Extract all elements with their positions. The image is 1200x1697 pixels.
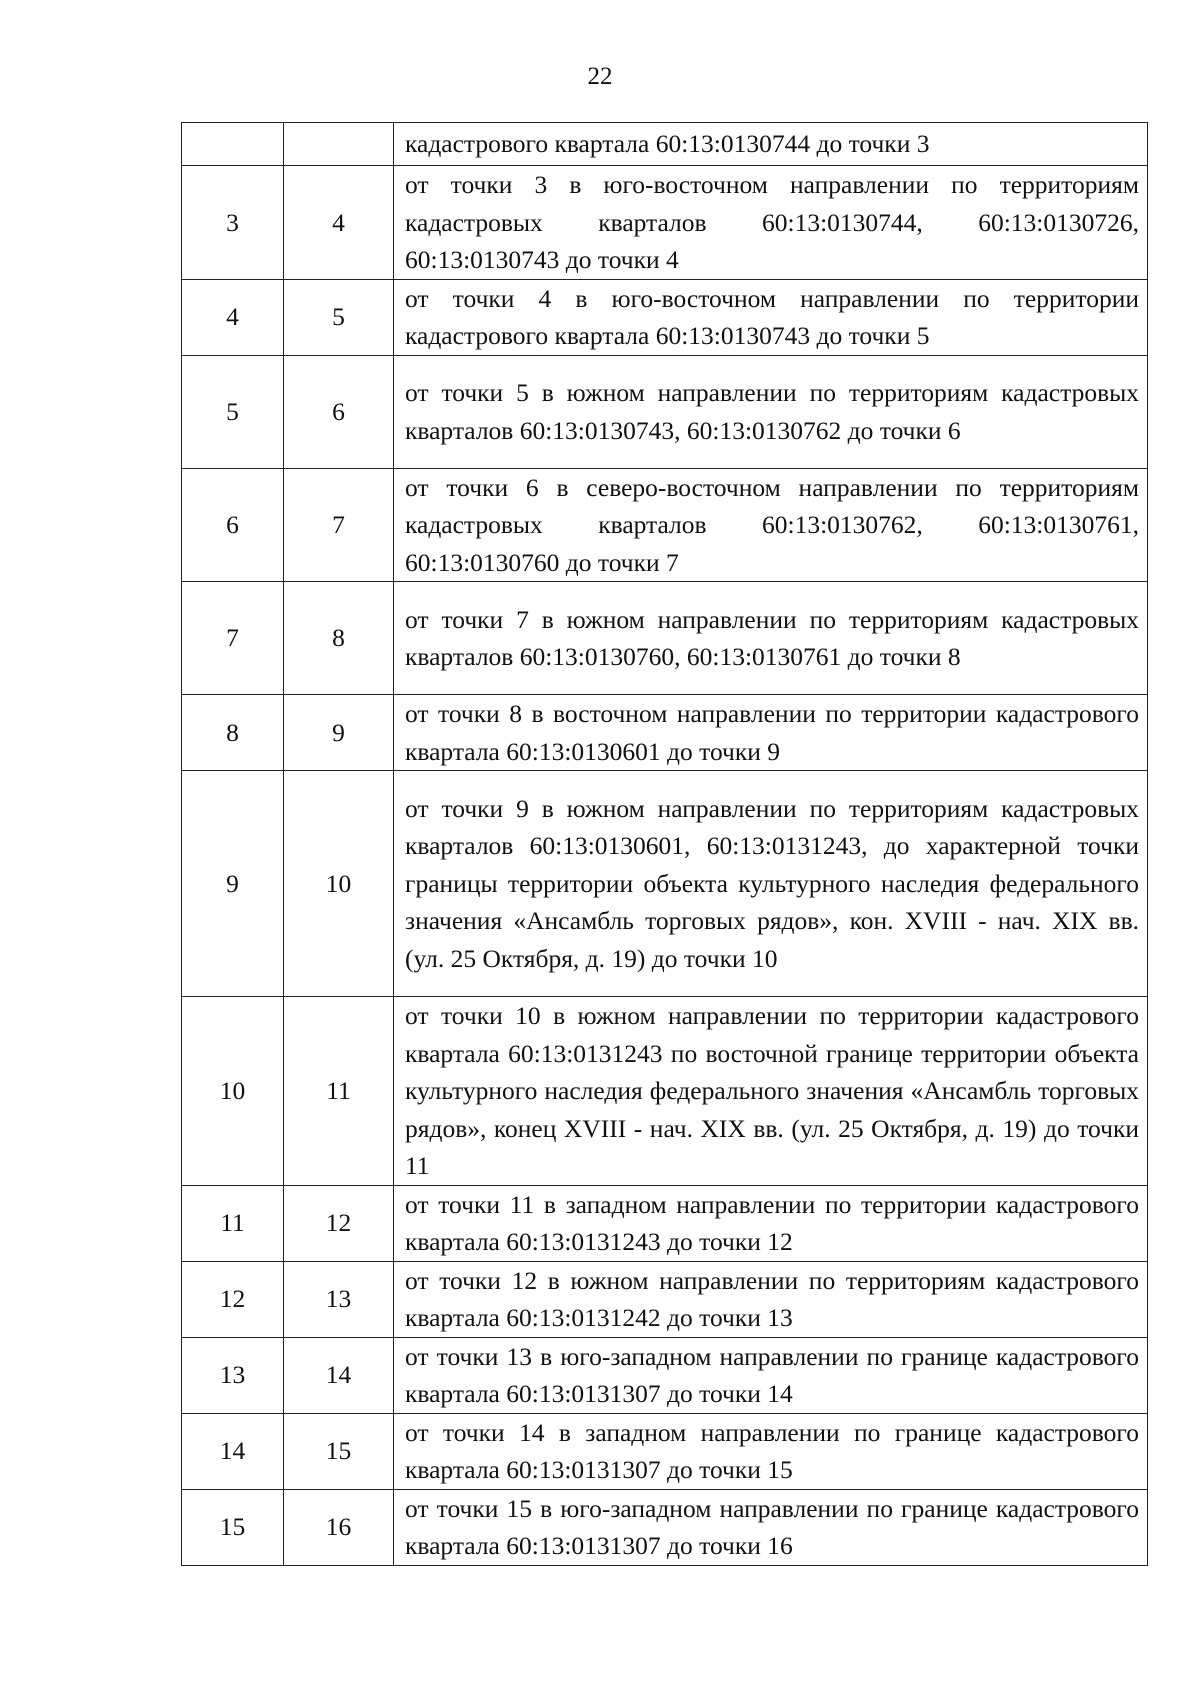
table-row bbox=[182, 582, 1148, 695]
to-point-cell bbox=[284, 123, 394, 166]
description-cell: от точки 13 в юго-западном направлении по границе кадастрового квартала 60:13:0131307 до точки 14 bbox=[394, 1337, 1148, 1413]
to-point-cell: 9 bbox=[284, 695, 394, 771]
boundary-description-table bbox=[181, 122, 1148, 1566]
description-cell: от точки 5 в южном направлении по территориям кадастровых кварталов 60:13:0130743, 60:13:0130762 до точки 6 bbox=[394, 355, 1148, 468]
from-point-cell bbox=[182, 123, 284, 166]
from-point-cell: 7 bbox=[182, 582, 284, 695]
description-cell: от точки 6 в северо-восточном направлении по территориям кадастровых кварталов 60:13:0130762, 60:13:0130761, 60:13:0130760 до точки 7 bbox=[394, 468, 1148, 582]
description-cell: от точки 9 в южном направлении по территориям кадастровых кварталов 60:13:0130601, 60:13:0131243, до характерной точки границы территории объекта культурного наследия федерального значения «Ансамбль торговых рядов», кон. XVIII - нач. XIX вв. (ул. 25 Октября, д. 19) до точки 10 bbox=[394, 771, 1148, 997]
to-point-cell: 11 bbox=[284, 997, 394, 1186]
from-point-cell: 4 bbox=[182, 279, 284, 355]
table-row bbox=[182, 1261, 1148, 1337]
table-row bbox=[182, 1337, 1148, 1413]
from-point-cell: 9 bbox=[182, 771, 284, 997]
from-point-cell: 12 bbox=[182, 1261, 284, 1337]
to-point-cell: 6 bbox=[284, 355, 394, 468]
from-point-cell: 14 bbox=[182, 1413, 284, 1489]
description-cell: от точки 3 в юго-восточном направлении по территориям кадастровых кварталов 60:13:0130744, 60:13:0130726, 60:13:0130743 до точки 4 bbox=[394, 166, 1148, 280]
table-row bbox=[182, 355, 1148, 468]
to-point-cell: 13 bbox=[284, 1261, 394, 1337]
from-point-cell: 11 bbox=[182, 1185, 284, 1261]
description-cell: от точки 14 в западном направлении по границе кадастрового квартала 60:13:0131307 до точки 15 bbox=[394, 1413, 1148, 1489]
table-row bbox=[182, 279, 1148, 355]
description-cell: кадастрового квартала 60:13:0130744 до точки 3 bbox=[394, 123, 1148, 166]
to-point-cell: 5 bbox=[284, 279, 394, 355]
description-cell: от точки 10 в южном направлении по территории кадастрового квартала 60:13:0131243 по восточной границе территории объекта культурного наследия федерального значения «Ансамбль торговых рядов», конец XVIII - нач. XIX вв. (ул. 25 Октября, д. 19) до точки 11 bbox=[394, 997, 1148, 1186]
from-point-cell: 8 bbox=[182, 695, 284, 771]
description-cell: от точки 4 в юго-восточном направлении по территории кадастрового квартала 60:13:0130743 до точки 5 bbox=[394, 279, 1148, 355]
to-point-cell: 16 bbox=[284, 1489, 394, 1565]
from-point-cell: 15 bbox=[182, 1489, 284, 1565]
to-point-cell: 7 bbox=[284, 468, 394, 582]
to-point-cell: 12 bbox=[284, 1185, 394, 1261]
from-point-cell: 6 bbox=[182, 468, 284, 582]
to-point-cell: 8 bbox=[284, 582, 394, 695]
from-point-cell: 3 bbox=[182, 166, 284, 280]
table-row bbox=[182, 468, 1148, 582]
description-cell: от точки 12 в южном направлении по территориям кадастрового квартала 60:13:0131242 до точки 13 bbox=[394, 1261, 1148, 1337]
table-row bbox=[182, 1185, 1148, 1261]
description-cell: от точки 7 в южном направлении по территориям кадастровых кварталов 60:13:0130760, 60:13:0130761 до точки 8 bbox=[394, 582, 1148, 695]
description-cell: от точки 8 в восточном направлении по территории кадастрового квартала 60:13:0130601 до точки 9 bbox=[394, 695, 1148, 771]
page-number: 22 bbox=[587, 63, 613, 90]
to-point-cell: 4 bbox=[284, 166, 394, 280]
to-point-cell: 10 bbox=[284, 771, 394, 997]
description-cell: от точки 11 в западном направлении по территории кадастрового квартала 60:13:0131243 до точки 12 bbox=[394, 1185, 1148, 1261]
table-row bbox=[182, 166, 1148, 280]
table-row bbox=[182, 1489, 1148, 1565]
from-point-cell: 10 bbox=[182, 997, 284, 1186]
from-point-cell: 5 bbox=[182, 355, 284, 468]
table-row bbox=[182, 997, 1148, 1186]
from-point-cell: 13 bbox=[182, 1337, 284, 1413]
description-cell: от точки 15 в юго-западном направлении по границе кадастрового квартала 60:13:0131307 до точки 16 bbox=[394, 1489, 1148, 1565]
to-point-cell: 15 bbox=[284, 1413, 394, 1489]
to-point-cell: 14 bbox=[284, 1337, 394, 1413]
table-row bbox=[182, 695, 1148, 771]
table-row bbox=[182, 1413, 1148, 1489]
table-row bbox=[182, 771, 1148, 997]
table-row bbox=[182, 123, 1148, 166]
